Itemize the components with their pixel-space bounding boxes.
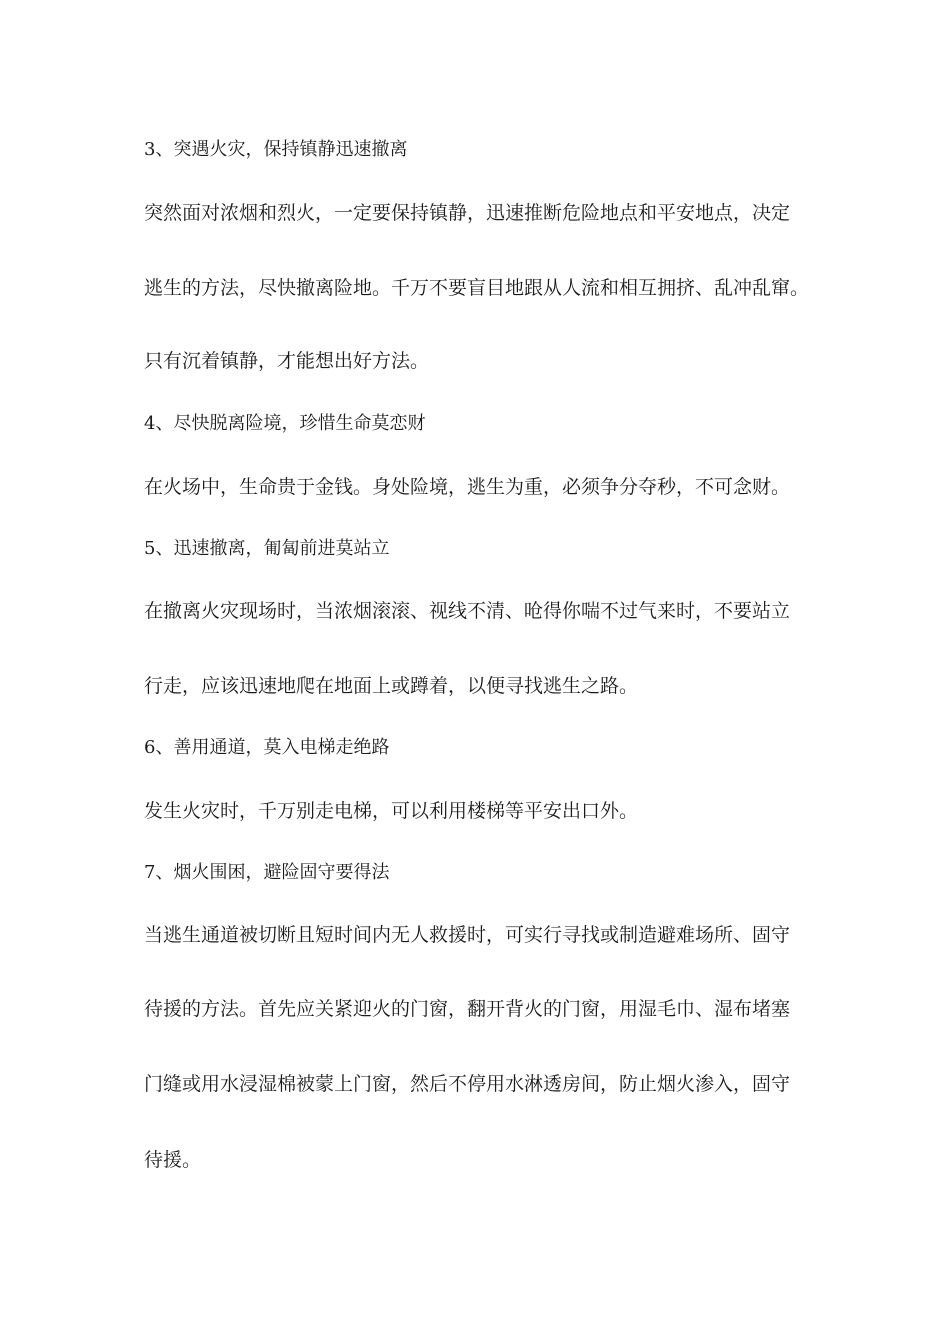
section-heading-3: 3、突遇火灾，保持镇静迅速撤离 xyxy=(144,139,408,160)
paragraph-line: 逃生的方法，尽快撤离险地。千万不要盲目地跟从人流和相互拥挤、乱冲乱窜。 xyxy=(144,277,810,299)
paragraph-line: 行走，应该迅速地爬在地面上或蹲着，以便寻找逃生之路。 xyxy=(144,675,639,697)
paragraph-line: 在撤离火灾现场时，当浓烟滚滚、视线不清、呛得你喘不过气来时，不要站立 xyxy=(144,600,791,622)
paragraph-line: 发生火灾时，千万别走电梯，可以利用楼梯等平安出口外。 xyxy=(144,800,639,822)
paragraph-line: 在火场中，生命贵于金钱。身处险境，逃生为重，必须争分夺秒，不可念财。 xyxy=(144,476,791,498)
section-heading-4: 4、尽快脱离险境，珍惜生命莫恋财 xyxy=(144,413,426,434)
paragraph-line: 待援。 xyxy=(144,1149,202,1171)
paragraph-line: 当逃生通道被切断且短时间内无人救援时，可实行寻找或制造避难场所、固守 xyxy=(144,924,791,946)
paragraph-line: 门缝或用水浸湿棉被蒙上门窗，然后不停用水淋透房间，防止烟火渗入，固守 xyxy=(144,1073,791,1095)
paragraph-line: 只有沉着镇静，才能想出好方法。 xyxy=(144,350,430,372)
section-heading-5: 5、迅速撤离，匍匐前进莫站立 xyxy=(144,538,390,559)
paragraph-line: 待援的方法。首先应关紧迎火的门窗，翻开背火的门窗，用湿毛巾、湿布堵塞 xyxy=(144,998,791,1020)
section-heading-6: 6、善用通道，莫入电梯走绝路 xyxy=(144,737,390,758)
section-heading-7: 7、烟火围困，避险固守要得法 xyxy=(144,862,390,883)
paragraph-line: 突然面对浓烟和烈火，一定要保持镇静，迅速推断危险地点和平安地点，决定 xyxy=(144,202,791,224)
